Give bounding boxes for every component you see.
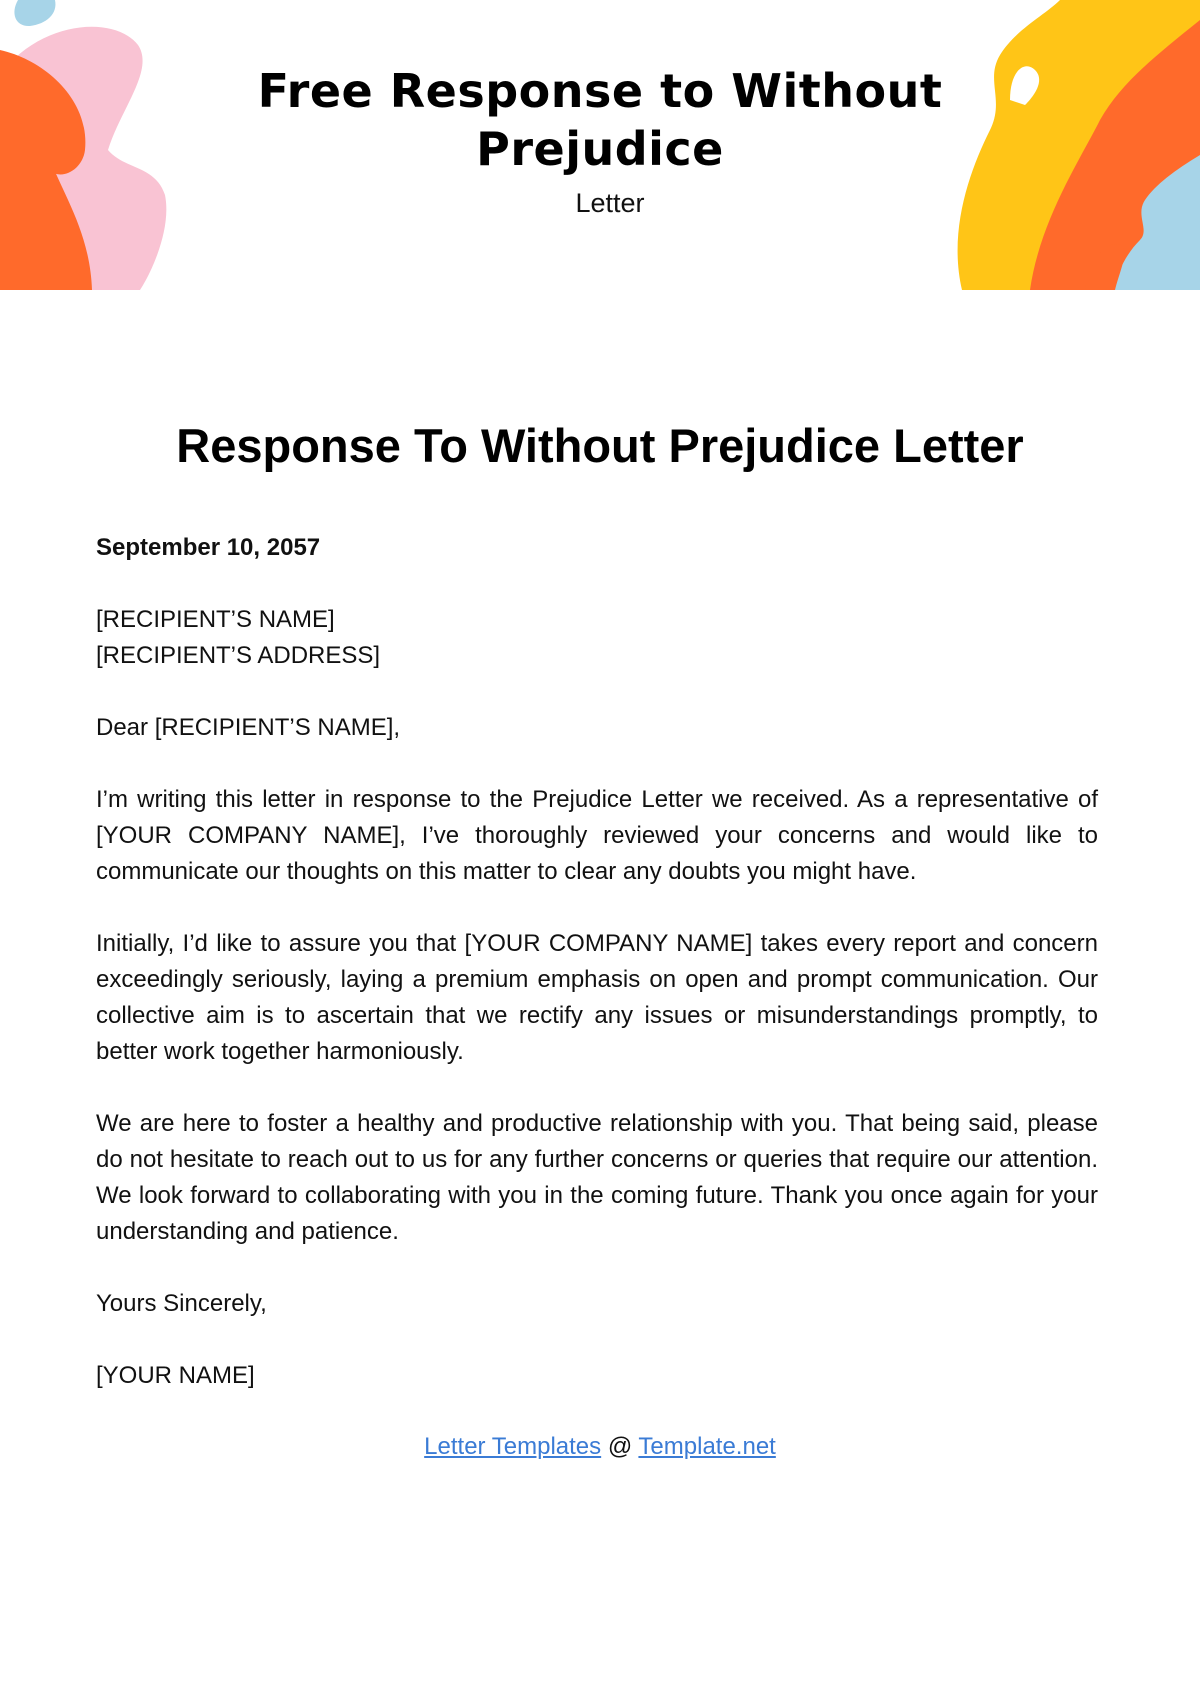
header-subtitle: Letter [575, 188, 645, 218]
letter-templates-link[interactable]: Letter Templates [424, 1433, 602, 1460]
paragraph-2: Initially, I’d like to assure you that [YOUR COMPANY NAME] takes every report and concern exceedingly seriously, laying a premium emphasis on open and prompt communication. Our collective aim is to ascertain that we rectify any issues or misunderstandings promptly, to better work together harmoniously. [96, 930, 1098, 1065]
template-net-link[interactable]: Template.net [638, 1433, 776, 1460]
recipient-name: [RECIPIENT’S NAME] [96, 606, 335, 633]
footer-credit [60, 1433, 1140, 1461]
salutation: Dear [RECIPIENT’S NAME], [96, 714, 401, 741]
header-title: Free Response to Without Prejudice [257, 64, 943, 176]
closing: Yours Sincerely, [96, 1290, 267, 1317]
paragraph-1: I’m writing this letter in response to the Prejudice Letter we received. As a representative of [YOUR COMPANY NAME], I’ve thoroughly reviewed your concerns and would like to communicate our thoughts on this matter to clear any doubts you might have. [96, 786, 1098, 885]
footer-separator: @ [601, 1433, 639, 1460]
recipient-address: [RECIPIENT’S ADDRESS] [96, 642, 381, 669]
paragraph-3: We are here to foster a healthy and productive relationship with you. That being said, please do not hesitate to reach out to us for any further concerns or queries that require our attention. We look forward to collaborating with you in the coming future. Thank you once again for your understanding and patience. [96, 1110, 1098, 1245]
letter-body [96, 530, 1098, 1394]
decorative-blob-left [0, 0, 175, 290]
document-title: Response To Without Prejudice Letter [176, 419, 1024, 472]
header-banner [0, 0, 1200, 290]
recipient-block [96, 602, 1098, 674]
signature-name: [YOUR NAME] [96, 1362, 255, 1389]
letter-date: September 10, 2057 [96, 534, 321, 561]
